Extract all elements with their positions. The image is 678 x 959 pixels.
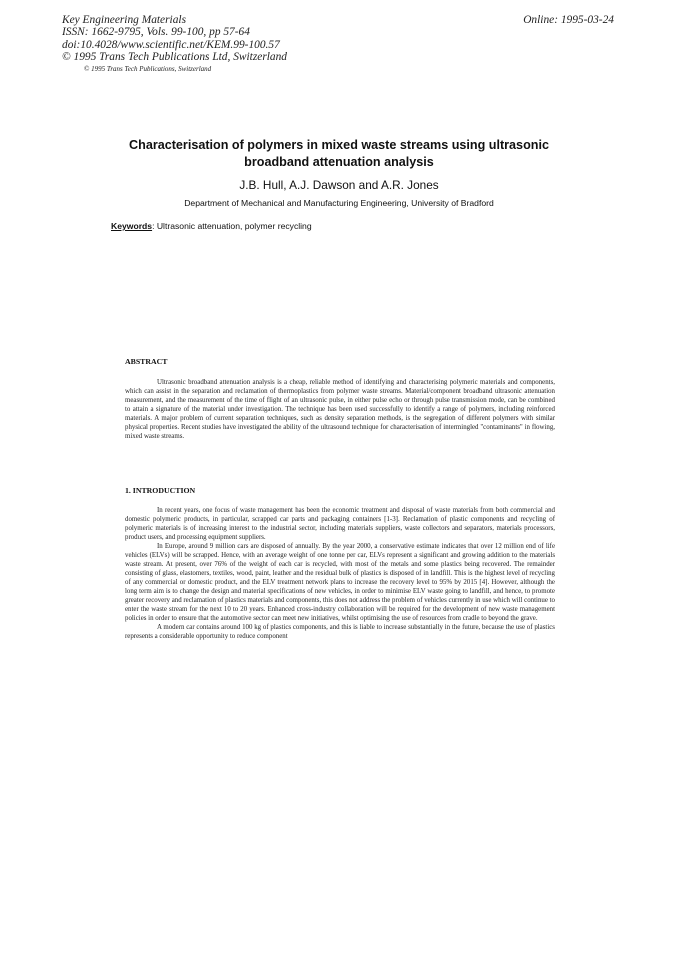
affiliation: Department of Mechanical and Manufacturing Engineering, University of Bradford <box>184 198 494 208</box>
title-line-2: broadband attenuation analysis <box>244 155 434 169</box>
introduction-heading: 1. INTRODUCTION <box>125 486 196 495</box>
journal-name: Key Engineering Materials <box>62 14 187 26</box>
abstract-paragraph: Ultrasonic broadband attenuation analysis is a cheap, reliable method of identifying and characterising polymeric materials and components, which can assist in the separation and reclamation of thermoplastics from polymer waste streams. Material/component broadband ultrasonic attenuation measurement, and the measurement of the time of flight of an ultrasonic pulse, in either pulse echo or through pulse transmission mode, can be combined to attain a signature of the material under investigation. The technique has been used successfully to identify a range of polymers, including reinforced materials. A major problem of current separation techniques, such as density separation methods, is the segregation of different polymers with similar physical properties. Recent studies have investigated the ability of the ultrasound technique for characterisation of intermingled "contaminants" in flowing, mixed waste streams. <box>125 379 555 440</box>
copyright-small-line: © 1995 Trans Tech Publications, Switzerland <box>84 64 212 73</box>
abstract-heading: ABSTRACT <box>125 357 168 366</box>
intro-paragraph-2: In Europe, around 9 million cars are disposed of annually. By the year 2000, a conservative estimate indicates that over 12 million end of life vehicles (ELVs) will be scrapped. Hence, with an average weight of one tonne per car, ELVs represent a significant and growing addition to the materials waste stream. At present, over 76% of the weight of each car is recycled, with most of the metals and some plastics being recovered. The remainder consisting of glass, elastomers, textiles, wood, paint, leather and the residual bulk of plastics is disposed of in landfill. This is the highest level of recycling of any commercial or domestic product, and the ELV treatment network plans to increase the recovery level to 95% by 2015 [4]. However, although the long term aim is to change the design and material specifications of new vehicles, in order to minimise ELV waste going to landfill, and hence, to promote greater recovery and reclamation of plastics materials and components, this does not address the problem of vehicles currently in use which will continue to enter the waste stream for the next 10 to 20 years. Enhanced cross-industry collaboration will be required for the development of new waste management policies in order to ensure that the automotive sector can meet new initiatives, whilst optimising the use of resources from cradle to beyond the grave. <box>125 543 555 622</box>
online-date: Online: 1995-03-24 <box>523 14 614 26</box>
intro-paragraph-1: In recent years, one focus of waste management has been the economic treatment and disposal of waste materials from both commercial and domestic polymeric products, in particular, scrapped car parts and packaging containers [1-3]. Reclamation of plastic components and recycling of polymeric materials is of increasing interest to the industrial sector, including materials suppliers, waste collectors and separators, materials processors, product users, and processing equipment suppliers. <box>125 507 555 541</box>
introduction-body <box>125 506 555 641</box>
title-line-1: Characterisation of polymers in mixed waste streams using ultrasonic <box>129 138 549 152</box>
keywords-text: : Ultrasonic attenuation, polymer recycling <box>152 221 312 231</box>
abstract-text <box>125 378 555 441</box>
paper-title <box>100 137 578 171</box>
doi-link[interactable]: doi:10.4028/www.scientific.net/KEM.99-100.57 <box>62 38 280 51</box>
authors: J.B. Hull, A.J. Dawson and A.R. Jones <box>239 178 439 192</box>
journal-header <box>62 14 287 74</box>
copyright-line: © 1995 Trans Tech Publications Ltd, Switzerland <box>62 51 287 64</box>
intro-paragraph-3: A modern car contains around 100 kg of plastics components, and this is liable to increase substantially in the future, because the use of plastics represents a considerable opportunity to reduce component <box>125 624 555 640</box>
issn-line: ISSN: 1662-9795, Vols. 99-100, pp 57-64 <box>62 26 250 39</box>
keywords <box>111 221 312 231</box>
keywords-label: Keywords <box>111 221 153 231</box>
